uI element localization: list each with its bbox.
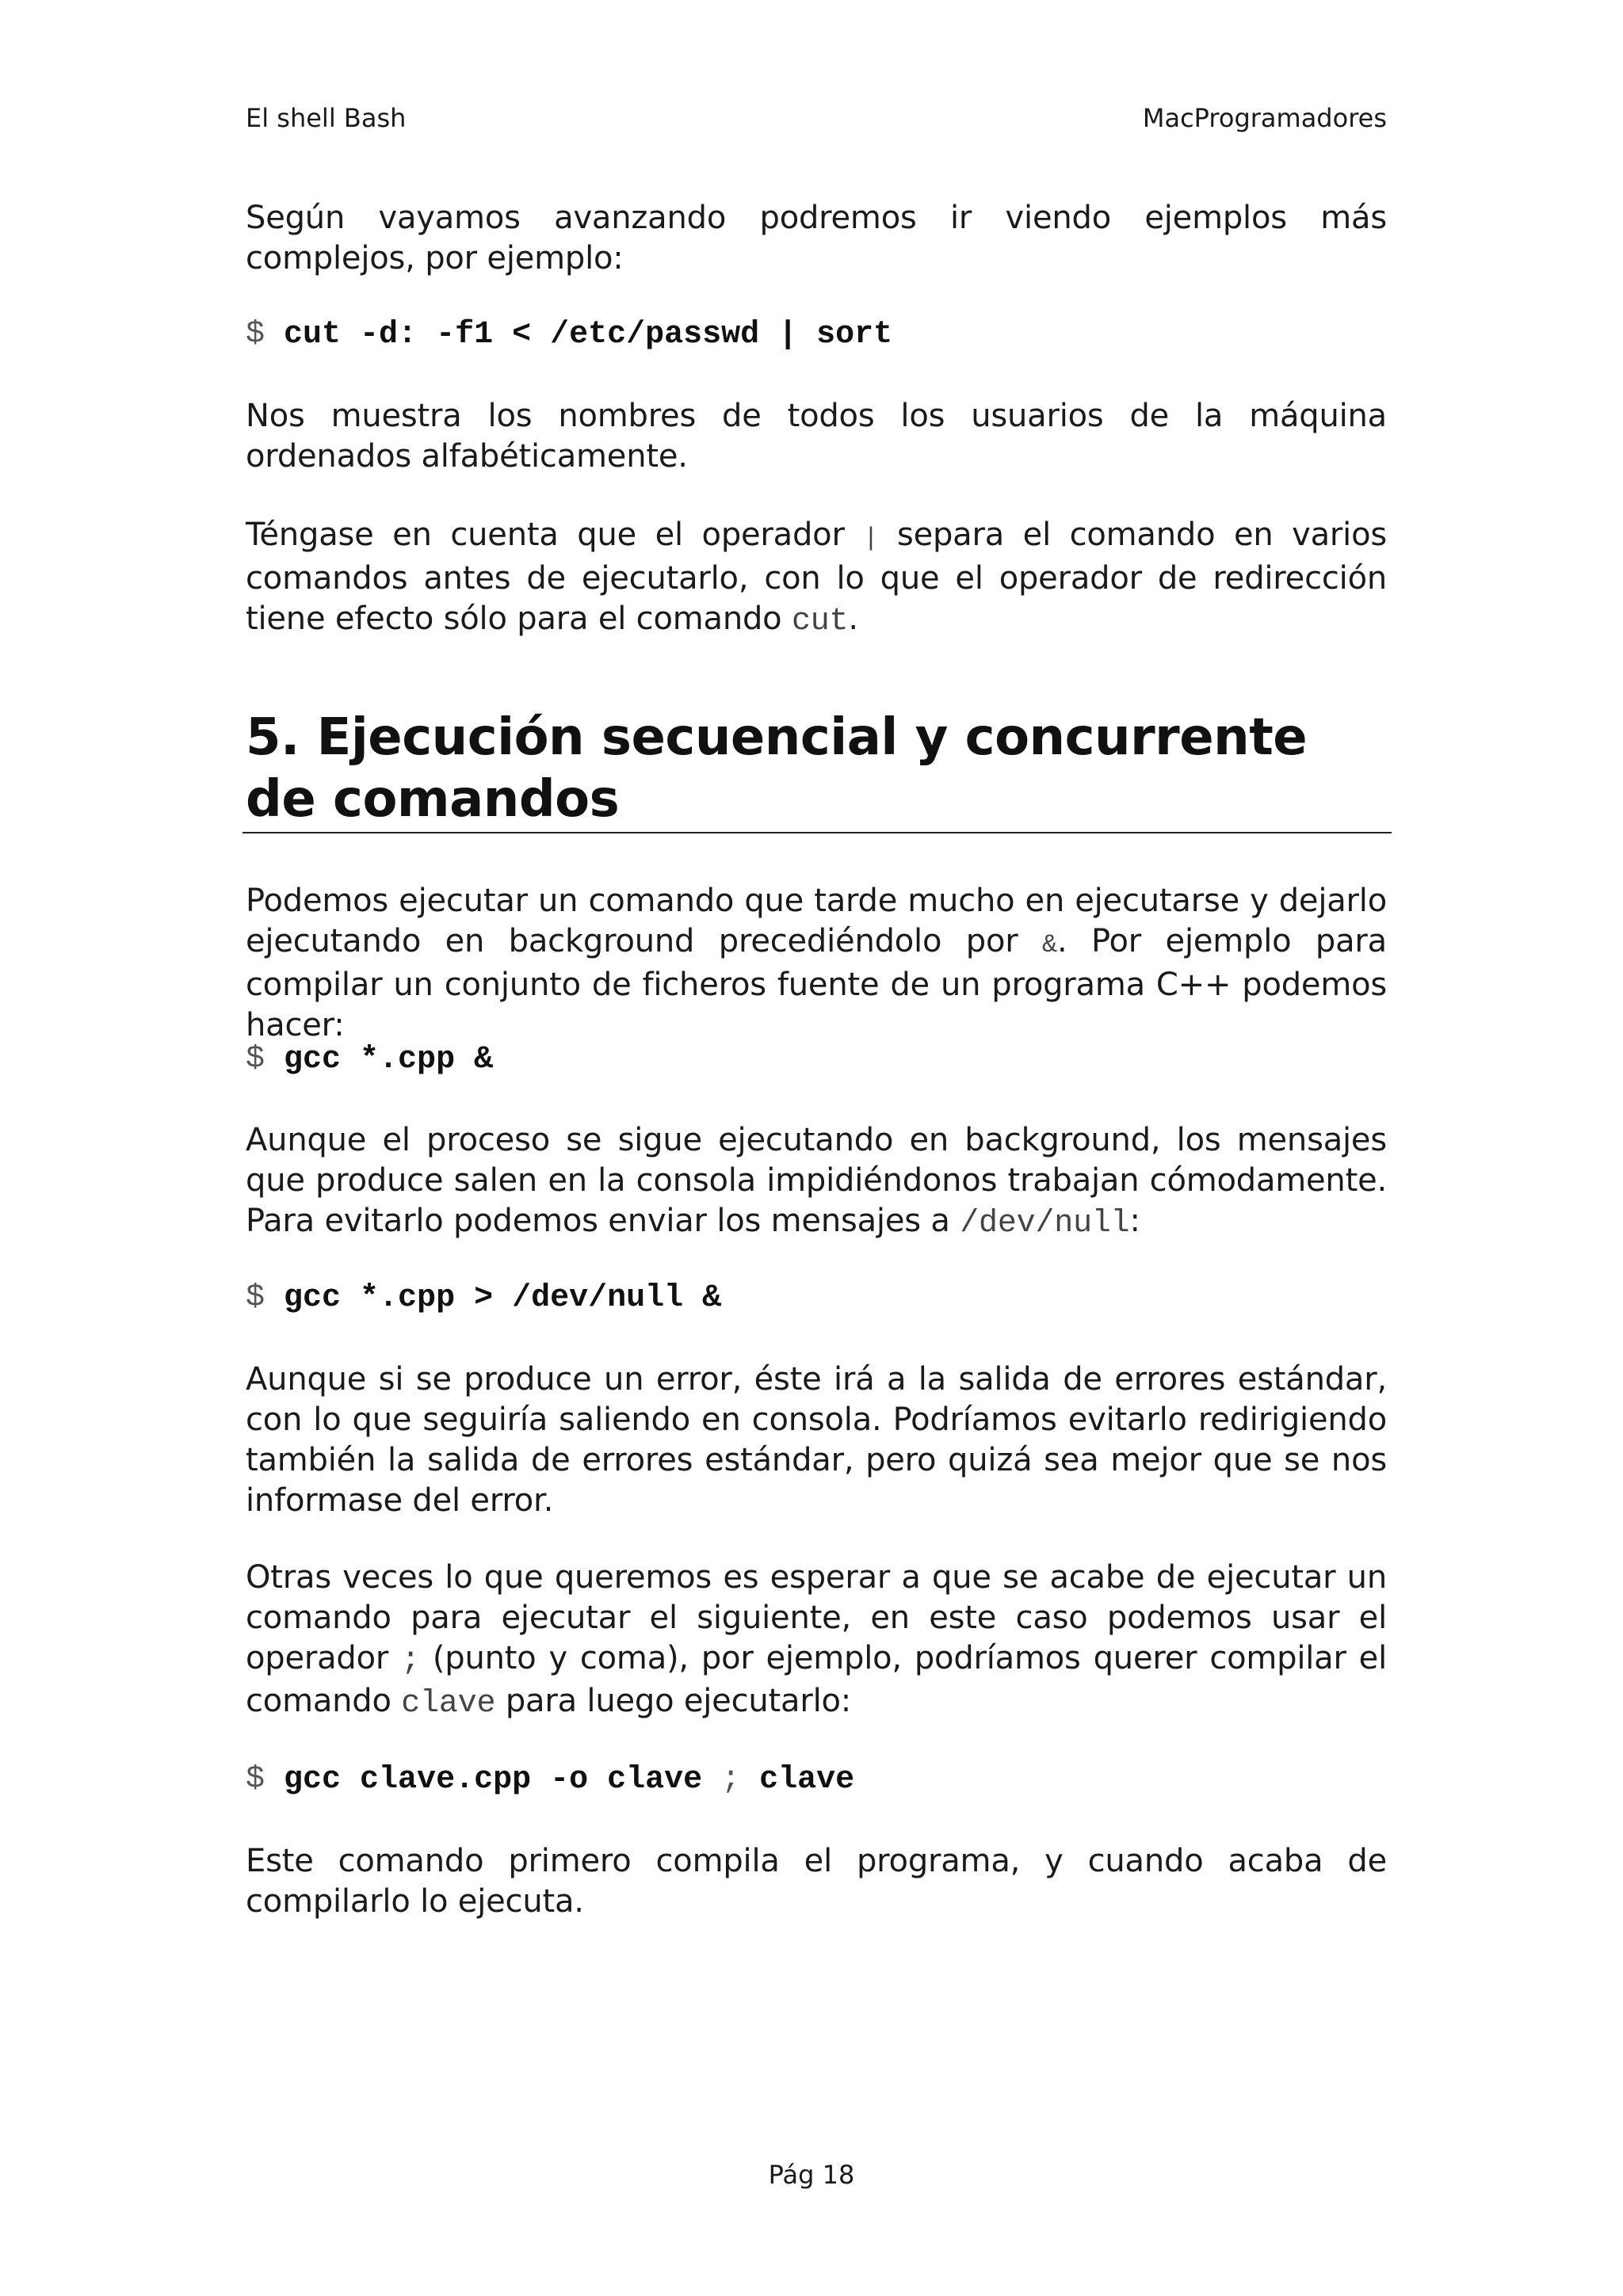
paragraph-pipe-note <box>246 515 1387 642</box>
text-run: Téngase en cuenta que el operador <box>246 517 864 553</box>
shell-prompt: $ <box>246 1762 265 1798</box>
running-header <box>246 98 1387 138</box>
shell-prompt: $ <box>246 1280 265 1316</box>
command-example-gcc-null <box>246 1279 1387 1318</box>
command-text: gcc clave.cpp -o clave <box>284 1762 722 1798</box>
command-separator: ; <box>721 1762 741 1798</box>
command-example-gcc-seq <box>246 1760 1387 1800</box>
page-number: Pág 18 <box>768 2160 855 2190</box>
inline-code-dev-null: /dev/null <box>960 1206 1130 1241</box>
command-example-cut <box>246 315 1387 355</box>
paragraph-sequential <box>246 1558 1387 1724</box>
text-run: : <box>1129 1203 1140 1239</box>
header-left-title: El shell Bash <box>246 103 407 133</box>
inline-code-semicolon: ; <box>401 1643 420 1679</box>
command-example-gcc-bg <box>246 1040 1387 1080</box>
header-right-title: MacProgramadores <box>1142 103 1387 133</box>
command-text: cut -d: -f1 < /etc/passwd | sort <box>284 317 893 353</box>
paragraph-background <box>246 881 1387 1046</box>
inline-code-ampersand: & <box>1041 930 1057 959</box>
paragraph-dev-null <box>246 1120 1387 1244</box>
text-run: Otras veces lo que queremos es esperar a que se acabe de ejecutar un comando para ejecutar el siguiente, en este caso podemos usar el operador <box>246 1559 1387 1676</box>
text-run: (punto y coma), por ejemplo, podríamos querer compilar el comando <box>246 1640 1387 1719</box>
paragraph-conclusion: Este comando primero compila el programa, y cuando acaba de compilarlo lo ejecuta. <box>246 1843 1387 1920</box>
text-run: . <box>848 601 858 637</box>
heading-underline <box>242 832 1392 833</box>
section-heading: 5. Ejecución secuencial y concurrente de comandos <box>246 708 1308 829</box>
command-text: clave <box>740 1762 855 1798</box>
text-run: separa el comando en varios comandos antes de ejecutarlo, con lo que el operador de redirección tiene efecto sólo para el comando <box>246 517 1387 637</box>
paragraph-cut-explanation: Nos muestra los nombres de todos los usuarios de la máquina ordenados alfabéticamente. <box>246 398 1387 475</box>
paragraph-stderr: Aunque si se produce un error, éste irá a la salida de errores estándar, con lo que seguiría saliendo en consola. Podríamos evitarlo redirigiendo también la salida de errores estándar, pero quizá sea mejor que se nos informase del error. <box>246 1361 1387 1519</box>
text-run: para luego ejecutarlo: <box>495 1683 852 1719</box>
command-text: gcc *.cpp > /dev/null & <box>284 1280 722 1316</box>
text-run: Aunque el proceso se sigue ejecutando en background, los mensajes que produce salen en la consola impidiéndonos trabajan cómodamente. Para evitarlo podemos enviar los mensajes a <box>246 1122 1387 1239</box>
command-text: gcc *.cpp & <box>284 1042 494 1077</box>
inline-code-clave: clave <box>401 1686 496 1722</box>
inline-code-pipe: | <box>863 524 879 553</box>
text-run: . Por ejemplo para compilar un conjunto de ficheros fuente de un programa C++ podemos hacer: <box>246 923 1387 1043</box>
shell-prompt: $ <box>246 317 265 353</box>
text-run: Podemos ejecutar un comando que tarde mucho en ejecutarse y dejarlo ejecutando en background precediéndolo por <box>246 883 1387 959</box>
inline-code-cut: cut <box>791 604 849 639</box>
shell-prompt: $ <box>246 1042 265 1077</box>
paragraph-intro: Según vayamos avanzando podremos ir viendo ejemplos más complejos, por ejemplo: <box>246 200 1387 277</box>
